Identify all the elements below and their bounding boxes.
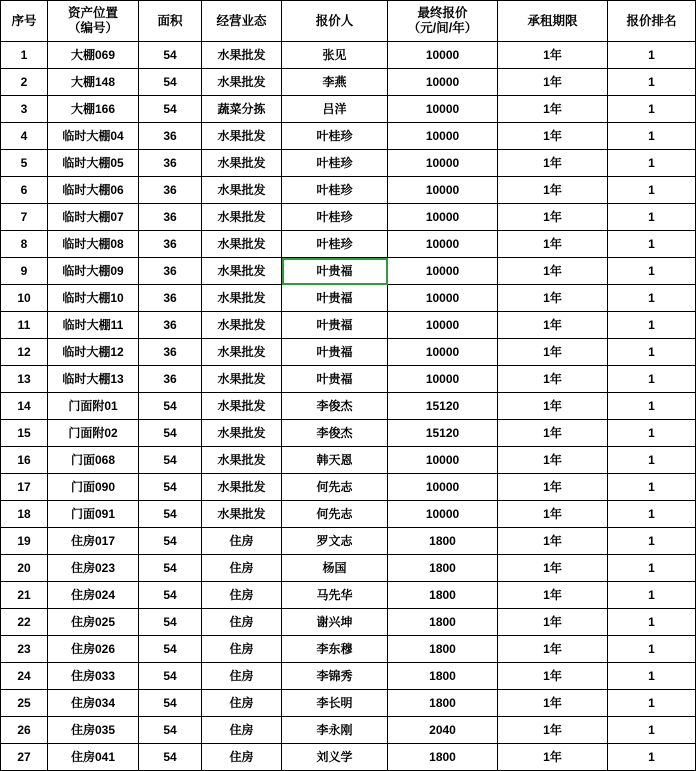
table-cell[interactable]: 1 xyxy=(608,285,696,312)
table-cell[interactable]: 1 xyxy=(608,177,696,204)
table-cell[interactable]: 水果批发 xyxy=(202,123,282,150)
table-cell[interactable]: 1年 xyxy=(498,474,608,501)
table-cell[interactable]: 1年 xyxy=(498,231,608,258)
table-cell[interactable]: 1年 xyxy=(498,555,608,582)
table-cell[interactable]: 临时大棚08 xyxy=(48,231,139,258)
table-cell[interactable]: 54 xyxy=(139,636,202,663)
table-cell[interactable]: 1 xyxy=(608,42,696,69)
table-cell[interactable]: 36 xyxy=(139,150,202,177)
table-cell[interactable]: 10 xyxy=(1,285,48,312)
table-cell[interactable]: 6 xyxy=(1,177,48,204)
table-cell[interactable]: 36 xyxy=(139,258,202,285)
table-cell[interactable]: 1年 xyxy=(498,717,608,744)
table-row[interactable] xyxy=(1,69,696,96)
table-cell[interactable]: 临时大棚04 xyxy=(48,123,139,150)
table-cell[interactable]: 7 xyxy=(1,204,48,231)
table-row[interactable] xyxy=(1,366,696,393)
column-header-line2: （编号） xyxy=(67,21,118,35)
table-cell[interactable]: 1 xyxy=(608,123,696,150)
table-cell[interactable]: 10000 xyxy=(388,96,498,123)
table-cell[interactable]: 吕洋 xyxy=(282,96,388,123)
table-cell[interactable]: 住房 xyxy=(202,528,282,555)
table-cell[interactable]: 1年 xyxy=(498,528,608,555)
table-cell[interactable]: 水果批发 xyxy=(202,258,282,285)
table-cell[interactable]: 蔬菜分拣 xyxy=(202,96,282,123)
column-header xyxy=(388,1,498,42)
table-cell[interactable]: 54 xyxy=(139,555,202,582)
table-cell[interactable]: 10000 xyxy=(388,339,498,366)
table-cell[interactable]: 临时大棚05 xyxy=(48,150,139,177)
table-cell[interactable]: 8 xyxy=(1,231,48,258)
table-cell[interactable]: 54 xyxy=(139,582,202,609)
table-cell[interactable]: 韩天恩 xyxy=(282,447,388,474)
table-cell[interactable]: 54 xyxy=(139,447,202,474)
table-cell[interactable]: 1 xyxy=(608,204,696,231)
table-row[interactable] xyxy=(1,744,696,771)
table-cell[interactable]: 刘义学 xyxy=(282,744,388,771)
table-row[interactable] xyxy=(1,528,696,555)
table-cell[interactable]: 李燕 xyxy=(282,69,388,96)
table-cell[interactable]: 1 xyxy=(608,474,696,501)
table-cell[interactable]: 叶贵福 xyxy=(282,312,388,339)
table-cell[interactable]: 临时大棚11 xyxy=(48,312,139,339)
table-cell[interactable]: 15120 xyxy=(388,393,498,420)
table-cell[interactable]: 1 xyxy=(608,339,696,366)
table-cell[interactable]: 叶桂珍 xyxy=(282,177,388,204)
table-cell[interactable]: 住房 xyxy=(202,636,282,663)
table-body xyxy=(1,42,696,771)
table-cell[interactable]: 谢兴坤 xyxy=(282,609,388,636)
table-cell[interactable]: 李永刚 xyxy=(282,717,388,744)
table-cell[interactable]: 1年 xyxy=(498,609,608,636)
column-header-line1: 经营业态 xyxy=(216,13,267,28)
table-cell[interactable]: 1 xyxy=(608,312,696,339)
table-cell[interactable]: 2040 xyxy=(388,717,498,744)
table-cell[interactable]: 住房 xyxy=(202,555,282,582)
table-row[interactable] xyxy=(1,609,696,636)
table-cell[interactable]: 1 xyxy=(608,528,696,555)
table-cell[interactable]: 10000 xyxy=(388,204,498,231)
table-cell[interactable]: 住房033 xyxy=(48,663,139,690)
table-cell[interactable]: 1800 xyxy=(388,690,498,717)
table-cell[interactable]: 叶贵福 xyxy=(282,339,388,366)
table-cell[interactable]: 16 xyxy=(1,447,48,474)
table-row[interactable] xyxy=(1,474,696,501)
table-row[interactable] xyxy=(1,582,696,609)
table-cell[interactable]: 住房 xyxy=(202,582,282,609)
table-cell[interactable]: 1年 xyxy=(498,204,608,231)
column-header xyxy=(608,1,696,42)
table-cell[interactable]: 住房035 xyxy=(48,717,139,744)
table-cell[interactable]: 54 xyxy=(139,393,202,420)
table-cell[interactable]: 10000 xyxy=(388,501,498,528)
table-cell[interactable]: 36 xyxy=(139,204,202,231)
table-cell[interactable]: 1年 xyxy=(498,366,608,393)
table-header-row xyxy=(1,1,696,42)
table-cell[interactable]: 何先志 xyxy=(282,474,388,501)
table-row[interactable] xyxy=(1,177,696,204)
table-cell[interactable]: 1800 xyxy=(388,582,498,609)
table-cell[interactable]: 住房 xyxy=(202,717,282,744)
table-cell[interactable]: 1年 xyxy=(498,582,608,609)
table-cell[interactable]: 水果批发 xyxy=(202,474,282,501)
column-header xyxy=(1,1,48,42)
table-cell[interactable]: 54 xyxy=(139,69,202,96)
column-header-line1: 资产位置 xyxy=(67,6,118,20)
table-cell[interactable]: 24 xyxy=(1,663,48,690)
table-cell[interactable]: 临时大棚10 xyxy=(48,285,139,312)
table-cell[interactable]: 36 xyxy=(139,231,202,258)
table-row[interactable] xyxy=(1,717,696,744)
selected-table-cell[interactable]: 叶贵福 xyxy=(282,258,388,285)
table-cell[interactable]: 36 xyxy=(139,339,202,366)
column-header xyxy=(282,1,388,42)
column-header-line1: 承租期限 xyxy=(527,13,578,28)
table-cell[interactable]: 李俊杰 xyxy=(282,393,388,420)
table-cell[interactable]: 1 xyxy=(608,582,696,609)
table-cell[interactable]: 李锦秀 xyxy=(282,663,388,690)
table-cell[interactable]: 水果批发 xyxy=(202,204,282,231)
table-cell[interactable]: 54 xyxy=(139,501,202,528)
table-cell[interactable]: 10000 xyxy=(388,258,498,285)
table-cell[interactable]: 水果批发 xyxy=(202,42,282,69)
table-cell[interactable]: 26 xyxy=(1,717,48,744)
table-cell[interactable]: 1年 xyxy=(498,285,608,312)
table-cell[interactable]: 10000 xyxy=(388,42,498,69)
table-cell[interactable]: 大棚148 xyxy=(48,69,139,96)
table-cell[interactable]: 1年 xyxy=(498,501,608,528)
table-cell[interactable]: 1年 xyxy=(498,447,608,474)
table-cell[interactable]: 1800 xyxy=(388,663,498,690)
table-cell[interactable]: 住房024 xyxy=(48,582,139,609)
table-cell[interactable]: 1年 xyxy=(498,96,608,123)
table-cell[interactable]: 临时大棚12 xyxy=(48,339,139,366)
table-cell[interactable]: 住房 xyxy=(202,690,282,717)
table-cell[interactable]: 11 xyxy=(1,312,48,339)
table-cell[interactable]: 1年 xyxy=(498,663,608,690)
table-cell[interactable]: 10000 xyxy=(388,231,498,258)
column-header-line1: 最终报价 xyxy=(417,6,468,20)
table-cell[interactable]: 水果批发 xyxy=(202,447,282,474)
table-cell[interactable]: 5 xyxy=(1,150,48,177)
table-cell[interactable]: 叶桂珍 xyxy=(282,150,388,177)
table-cell[interactable]: 1 xyxy=(608,258,696,285)
table-cell[interactable]: 李东穆 xyxy=(282,636,388,663)
table-cell[interactable]: 10000 xyxy=(388,366,498,393)
table-cell[interactable]: 1年 xyxy=(498,42,608,69)
table-cell[interactable]: 54 xyxy=(139,42,202,69)
table-cell[interactable]: 水果批发 xyxy=(202,420,282,447)
table-cell[interactable]: 10000 xyxy=(388,285,498,312)
column-header-line1: 报价排名 xyxy=(626,13,677,28)
table-cell[interactable]: 21 xyxy=(1,582,48,609)
table-row[interactable] xyxy=(1,258,696,285)
table-cell[interactable]: 1年 xyxy=(498,150,608,177)
table-cell[interactable]: 1年 xyxy=(498,339,608,366)
table-cell[interactable]: 住房 xyxy=(202,663,282,690)
table-cell[interactable]: 罗文志 xyxy=(282,528,388,555)
table-cell[interactable]: 54 xyxy=(139,717,202,744)
column-header-line1: 序号 xyxy=(11,13,37,28)
table-cell[interactable]: 门面068 xyxy=(48,447,139,474)
table-cell[interactable]: 10000 xyxy=(388,150,498,177)
table-cell[interactable]: 叶贵福 xyxy=(282,366,388,393)
table-cell[interactable]: 水果批发 xyxy=(202,312,282,339)
table-cell[interactable]: 1800 xyxy=(388,528,498,555)
table-cell[interactable]: 22 xyxy=(1,609,48,636)
column-header-line1: 面积 xyxy=(157,13,183,28)
table-cell[interactable]: 25 xyxy=(1,690,48,717)
table-cell[interactable]: 54 xyxy=(139,663,202,690)
table-cell[interactable]: 19 xyxy=(1,528,48,555)
table-cell[interactable]: 叶桂珍 xyxy=(282,231,388,258)
table-cell[interactable]: 住房017 xyxy=(48,528,139,555)
table-cell[interactable]: 4 xyxy=(1,123,48,150)
table-cell[interactable]: 36 xyxy=(139,285,202,312)
table-cell[interactable]: 54 xyxy=(139,609,202,636)
table-cell[interactable]: 12 xyxy=(1,339,48,366)
table-row[interactable] xyxy=(1,501,696,528)
table-cell[interactable]: 1 xyxy=(608,96,696,123)
table-row[interactable] xyxy=(1,285,696,312)
table-cell[interactable]: 住房 xyxy=(202,744,282,771)
table-cell[interactable]: 水果批发 xyxy=(202,285,282,312)
column-header-line2: （元/间/年） xyxy=(407,21,478,35)
table-cell[interactable]: 1 xyxy=(608,420,696,447)
table-cell[interactable]: 10000 xyxy=(388,123,498,150)
table-cell[interactable]: 临时大棚07 xyxy=(48,204,139,231)
table-cell[interactable]: 1年 xyxy=(498,690,608,717)
table-cell[interactable]: 1年 xyxy=(498,393,608,420)
table-cell[interactable]: 大棚166 xyxy=(48,96,139,123)
table-cell[interactable]: 1 xyxy=(608,636,696,663)
table-cell[interactable]: 1800 xyxy=(388,555,498,582)
table-cell[interactable]: 13 xyxy=(1,366,48,393)
column-header xyxy=(48,1,139,42)
table-cell[interactable]: 1 xyxy=(608,744,696,771)
table-cell[interactable]: 水果批发 xyxy=(202,501,282,528)
table-cell[interactable]: 15120 xyxy=(388,420,498,447)
table-cell[interactable]: 何先志 xyxy=(282,501,388,528)
table-row[interactable] xyxy=(1,204,696,231)
table-cell[interactable]: 2 xyxy=(1,69,48,96)
table-cell[interactable]: 住房023 xyxy=(48,555,139,582)
table-cell[interactable]: 1年 xyxy=(498,420,608,447)
table-cell[interactable]: 10000 xyxy=(388,177,498,204)
table-cell[interactable]: 27 xyxy=(1,744,48,771)
table-cell[interactable]: 18 xyxy=(1,501,48,528)
table-cell[interactable]: 叶桂珍 xyxy=(282,204,388,231)
table-cell[interactable]: 1年 xyxy=(498,312,608,339)
table-row[interactable] xyxy=(1,690,696,717)
table-cell[interactable]: 住房026 xyxy=(48,636,139,663)
table-cell[interactable]: 54 xyxy=(139,690,202,717)
table-cell[interactable]: 临时大棚13 xyxy=(48,366,139,393)
table-cell[interactable]: 马先华 xyxy=(282,582,388,609)
table-cell[interactable]: 住房034 xyxy=(48,690,139,717)
table-cell[interactable]: 水果批发 xyxy=(202,177,282,204)
table-cell[interactable]: 水果批发 xyxy=(202,150,282,177)
table-cell[interactable]: 杨国 xyxy=(282,555,388,582)
table-cell[interactable]: 23 xyxy=(1,636,48,663)
table-cell[interactable]: 叶桂珍 xyxy=(282,123,388,150)
table-cell[interactable]: 15 xyxy=(1,420,48,447)
table-cell[interactable]: 1800 xyxy=(388,744,498,771)
table-cell[interactable]: 1年 xyxy=(498,744,608,771)
table-cell[interactable]: 1 xyxy=(608,69,696,96)
column-header xyxy=(139,1,202,42)
table-cell[interactable]: 20 xyxy=(1,555,48,582)
table-cell[interactable]: 1 xyxy=(608,231,696,258)
table-cell[interactable]: 54 xyxy=(139,744,202,771)
table-row[interactable] xyxy=(1,339,696,366)
table-cell[interactable]: 住房041 xyxy=(48,744,139,771)
table-cell[interactable]: 1 xyxy=(608,690,696,717)
table-cell[interactable]: 1 xyxy=(608,609,696,636)
table-cell[interactable]: 住房025 xyxy=(48,609,139,636)
table-cell[interactable]: 大棚069 xyxy=(48,42,139,69)
table-cell[interactable]: 住房 xyxy=(202,609,282,636)
table-row[interactable] xyxy=(1,447,696,474)
table-row[interactable] xyxy=(1,636,696,663)
table-cell[interactable]: 10000 xyxy=(388,447,498,474)
table-row[interactable] xyxy=(1,420,696,447)
table-cell[interactable]: 3 xyxy=(1,96,48,123)
table-cell[interactable]: 10000 xyxy=(388,474,498,501)
table-cell[interactable]: 张见 xyxy=(282,42,388,69)
table-cell[interactable]: 1800 xyxy=(388,609,498,636)
table-row[interactable] xyxy=(1,555,696,582)
table-cell[interactable]: 1 xyxy=(608,555,696,582)
table-cell[interactable]: 36 xyxy=(139,123,202,150)
table-cell[interactable]: 54 xyxy=(139,528,202,555)
table-cell[interactable]: 李俊杰 xyxy=(282,420,388,447)
table-cell[interactable]: 临时大棚09 xyxy=(48,258,139,285)
table-cell[interactable]: 1 xyxy=(1,42,48,69)
table-row[interactable] xyxy=(1,312,696,339)
table-cell[interactable]: 水果批发 xyxy=(202,339,282,366)
table-cell[interactable]: 1年 xyxy=(498,636,608,663)
table-row[interactable] xyxy=(1,150,696,177)
table-row[interactable] xyxy=(1,96,696,123)
table-cell[interactable]: 1 xyxy=(608,366,696,393)
table-cell[interactable]: 门面090 xyxy=(48,474,139,501)
table-cell[interactable]: 1800 xyxy=(388,636,498,663)
table-cell[interactable]: 门面附01 xyxy=(48,393,139,420)
table-cell[interactable]: 1 xyxy=(608,150,696,177)
column-header-line1: 报价人 xyxy=(315,13,354,28)
table-cell[interactable]: 1 xyxy=(608,501,696,528)
table-cell[interactable]: 9 xyxy=(1,258,48,285)
table-cell[interactable]: 水果批发 xyxy=(202,231,282,258)
table-cell[interactable]: 36 xyxy=(139,177,202,204)
table-row[interactable] xyxy=(1,42,696,69)
table-cell[interactable]: 临时大棚06 xyxy=(48,177,139,204)
table-cell[interactable]: 14 xyxy=(1,393,48,420)
column-header xyxy=(498,1,608,42)
table-row[interactable] xyxy=(1,123,696,150)
table-cell[interactable]: 1年 xyxy=(498,123,608,150)
table-cell[interactable]: 54 xyxy=(139,420,202,447)
table-cell[interactable]: 1 xyxy=(608,447,696,474)
table-row[interactable] xyxy=(1,663,696,690)
column-header xyxy=(202,1,282,42)
table-row[interactable] xyxy=(1,393,696,420)
table-cell[interactable]: 门面附02 xyxy=(48,420,139,447)
table-cell[interactable]: 1年 xyxy=(498,69,608,96)
table-cell[interactable]: 1 xyxy=(608,717,696,744)
table-cell[interactable]: 17 xyxy=(1,474,48,501)
table-cell[interactable]: 水果批发 xyxy=(202,366,282,393)
table-cell[interactable]: 1 xyxy=(608,393,696,420)
table-cell[interactable]: 54 xyxy=(139,96,202,123)
table-cell[interactable]: 10000 xyxy=(388,312,498,339)
table-cell[interactable]: 1年 xyxy=(498,258,608,285)
table-cell[interactable]: 李长明 xyxy=(282,690,388,717)
table-cell[interactable]: 水果批发 xyxy=(202,69,282,96)
table-cell[interactable]: 门面091 xyxy=(48,501,139,528)
table-cell[interactable]: 叶贵福 xyxy=(282,285,388,312)
table-cell[interactable]: 54 xyxy=(139,474,202,501)
table-cell[interactable]: 1年 xyxy=(498,177,608,204)
table-cell[interactable]: 1 xyxy=(608,663,696,690)
table-cell[interactable]: 36 xyxy=(139,312,202,339)
table-cell[interactable]: 36 xyxy=(139,366,202,393)
table-cell[interactable]: 水果批发 xyxy=(202,393,282,420)
table-cell[interactable]: 10000 xyxy=(388,69,498,96)
table-row[interactable] xyxy=(1,231,696,258)
